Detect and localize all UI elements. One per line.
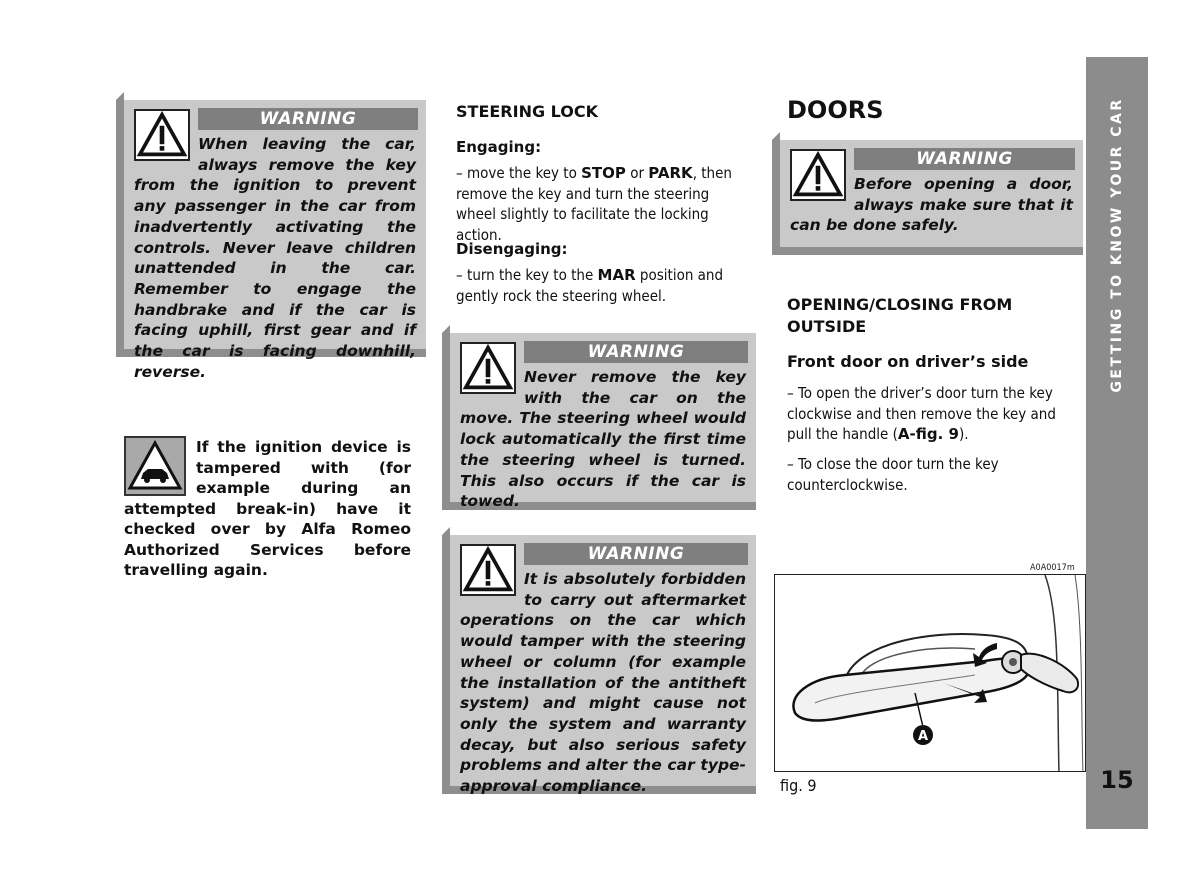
door-handle-figure	[774, 574, 1086, 772]
warning-box-door-safety	[772, 140, 1083, 255]
chapter-title: GETTING TO KNOW YOUR CAR	[1109, 97, 1125, 393]
figure-code: A0A0017m	[1030, 563, 1075, 573]
front-door-subheading: Front door on driver’s side	[787, 352, 1029, 371]
figure-caption: fig. 9	[780, 776, 817, 795]
disengaging-text: – turn the key to the MAR position and gently rock the steering wheel.	[456, 266, 724, 305]
warning-heading: WARNING	[854, 148, 1075, 170]
warning-text: Before opening a door, always make sure that it can be done safely.	[790, 175, 1073, 235]
figure-label-a: A	[917, 729, 929, 744]
warning-heading: WARNING	[524, 341, 748, 363]
door-handle-illustration	[775, 575, 1086, 772]
car-warning-icon	[124, 436, 186, 496]
warning-box-aftermarket	[442, 535, 756, 794]
close-door-text: – To close the door turn the key counterclockwise.	[787, 455, 999, 494]
disengaging-heading: Disengaging:	[456, 240, 568, 258]
open-door-text: – To open the driver’s door turn the key clockwise and then remove the key and pull the handle (A-fig. 9).	[787, 384, 1056, 443]
warning-box-key-removal	[116, 100, 426, 381]
doors-title: DOORS	[787, 96, 884, 124]
warning-heading: WARNING	[198, 108, 418, 130]
warning-text: Never remove the key with the car on the move. The steering wheel would lock automatically the first time the steering wheel is turned. This also occurs if the car is towed.	[460, 368, 746, 511]
warning-heading: WARNING	[524, 543, 748, 565]
warning-box-key-on-move	[442, 333, 756, 510]
tamper-notice: If the ignition device is tampered with (for example during an attempted break-in) have it checked over by Alfa Romeo Authorized Services before travelling again.	[124, 438, 411, 579]
steering-lock-title: STEERING LOCK	[456, 102, 599, 121]
warning-text: It is absolutely forbidden to carry out aftermarket operations on the car which would tamper with the steering wheel or column (for example the installation of the antitheft system) and might cause not only the system and warranty decay, but also serious safety problems and alter the car type-approval compliance.	[460, 570, 746, 796]
page-number: 15	[1100, 766, 1134, 794]
engaging-text: – move the key to STOP or PARK, then remove the key and turn the steering wheel slightly to facilitate the locking action.	[456, 164, 732, 244]
engaging-heading: Engaging:	[456, 138, 542, 156]
opening-closing-title: OPENING/CLOSING FROM OUTSIDE	[787, 295, 1013, 336]
warning-text: When leaving the car, always remove the key from the ignition to prevent any passenger in the car from inadvertently activating the controls. Never leave children unattended in the car. Remember to engage the handbrake and if the car is facing uphill, first gear and if the car is facing downhill, reverse.	[134, 135, 416, 381]
